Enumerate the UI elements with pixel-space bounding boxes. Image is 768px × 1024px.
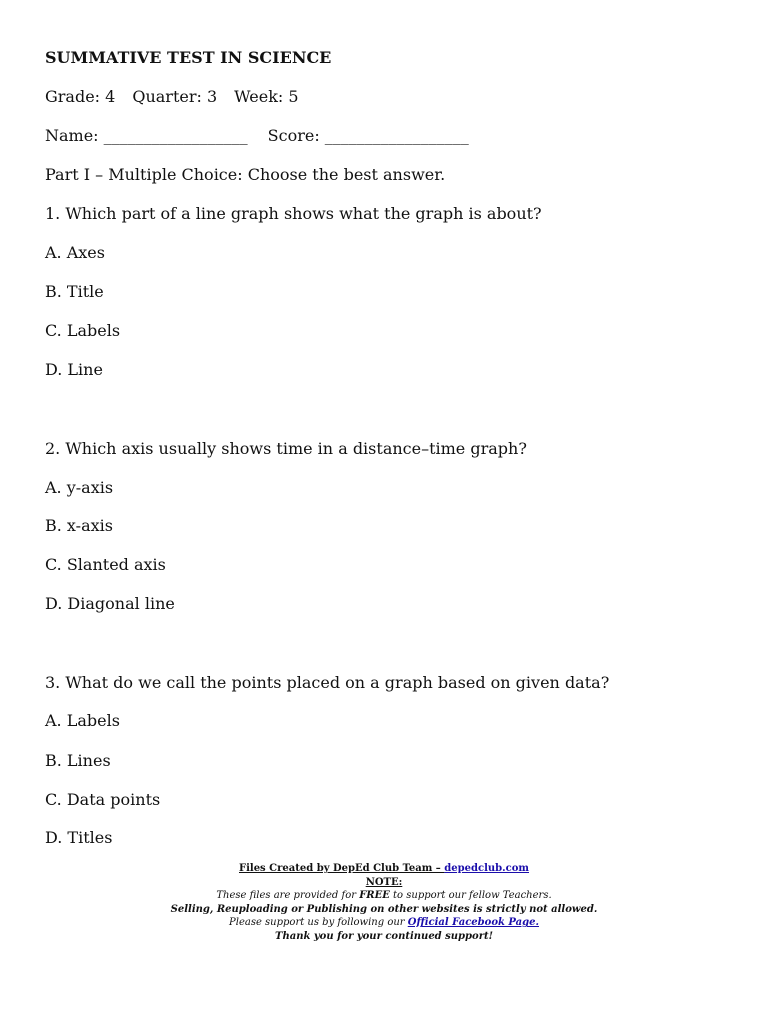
footer-free-bold: FREE <box>359 890 390 902</box>
q1-option-a: A. Axes <box>45 243 105 262</box>
score-field: Score: __________________ <box>267 126 469 145</box>
footer-credit <box>0 862 768 876</box>
q2-option-c: C. Slanted axis <box>45 555 166 574</box>
grade-quarter-week-row <box>45 87 299 107</box>
q2-option-d: D. Diagonal line <box>45 594 175 613</box>
q3-option-c: C. Data points <box>45 790 161 809</box>
name-field: Name: __________________ <box>45 126 248 145</box>
week-label: Week: 5 <box>234 87 299 106</box>
footer-thanks: Thank you for your continued support! <box>275 930 493 942</box>
quarter-label: Quarter: 3 <box>132 87 218 106</box>
q2-option-b: B. x-axis <box>45 516 113 535</box>
footer-note-heading: NOTE: <box>365 876 403 888</box>
facebook-page-link[interactable]: Official Facebook Page. <box>407 917 539 929</box>
footer-free-before: These files are provided for <box>216 890 360 902</box>
footer-credit-text: Files Created by DepEd Club Team – <box>239 863 445 874</box>
question-1: 1. Which part of a line graph shows what the graph is about? <box>45 204 542 223</box>
question-2: 2. Which axis usually shows time in a distance–time graph? <box>45 439 527 458</box>
q3-option-b: B. Lines <box>45 751 111 770</box>
document-title: SUMMATIVE TEST IN SCIENCE <box>45 48 332 67</box>
question-3: 3. What do we call the points placed on a graph based on given data? <box>45 673 610 692</box>
name-score-row <box>45 126 469 146</box>
footer-support-text: Please support us by following our <box>229 917 408 929</box>
grade-label: Grade: 4 <box>45 87 116 106</box>
q1-option-c: C. Labels <box>45 321 121 340</box>
footer-notice <box>0 862 768 944</box>
q3-option-a: A. Labels <box>45 711 120 730</box>
instructions: Part I – Multiple Choice: Choose the best answer. <box>45 165 446 184</box>
footer-free-line <box>0 889 768 903</box>
footer-support-line <box>0 916 768 930</box>
q2-option-a: A. y-axis <box>45 478 114 497</box>
q1-option-d: D. Line <box>45 360 103 379</box>
depedclub-link[interactable]: depedclub.com <box>444 863 529 874</box>
footer-free-after: to support our fellow Teachers. <box>389 890 552 902</box>
q3-option-d: D. Titles <box>45 828 113 847</box>
footer-warning: Selling, Reuploading or Publishing on other websites is strictly not allowed. <box>170 903 598 915</box>
q1-option-b: B. Title <box>45 282 104 301</box>
